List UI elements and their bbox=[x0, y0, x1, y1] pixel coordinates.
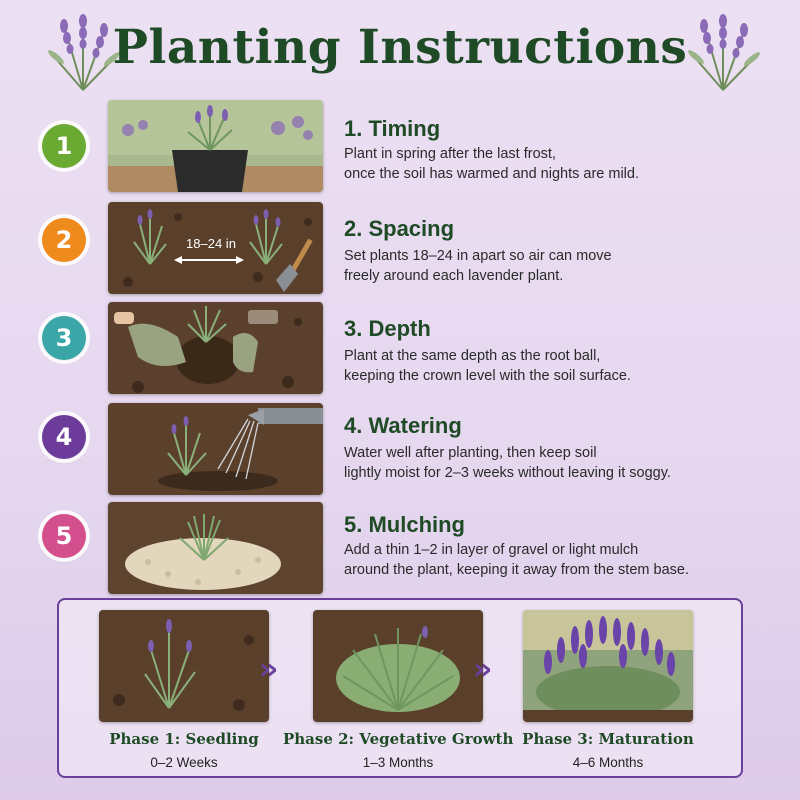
phase-title: Phase 3: Maturation bbox=[522, 730, 694, 748]
chevron-right-icon: » bbox=[473, 652, 487, 687]
step-watering bbox=[0, 403, 800, 495]
step-timing bbox=[0, 100, 800, 192]
phase-duration: 4–6 Months bbox=[572, 755, 644, 770]
page-title: Planting Instructions bbox=[112, 20, 688, 75]
step-image-depth bbox=[108, 302, 323, 394]
step-image-spacing bbox=[108, 202, 323, 294]
step-description: Plant at the same depth as the root ball, keeping the crown level with the soil surface. bbox=[344, 348, 631, 384]
step-description: Set plants 18–24 in apart so air can move freely around each lavender plant. bbox=[344, 248, 612, 284]
phase-title: Phase 1: Seedling bbox=[109, 730, 259, 748]
phase-duration: 1–3 Months bbox=[362, 755, 434, 770]
step-image-mulching bbox=[108, 502, 323, 594]
step-title: 2. Spacing bbox=[344, 216, 455, 241]
step-number-badge: 1 bbox=[42, 124, 86, 168]
step-image-watering bbox=[108, 403, 323, 495]
phase-duration: 0–2 Weeks bbox=[150, 755, 218, 770]
step-number-badge: 2 bbox=[42, 218, 86, 262]
step-image-timing bbox=[108, 100, 323, 192]
phase-image-maturation bbox=[523, 610, 693, 722]
step-number-badge: 4 bbox=[42, 415, 86, 459]
step-title: 4. Watering bbox=[344, 413, 462, 438]
step-title: 3. Depth bbox=[344, 316, 431, 341]
chevron-right-icon: » bbox=[259, 652, 273, 687]
growth-phases-panel bbox=[57, 598, 743, 778]
step-mulching bbox=[0, 502, 800, 594]
phase-image-seedling bbox=[99, 610, 269, 722]
step-number-badge: 3 bbox=[42, 316, 86, 360]
step-spacing bbox=[0, 202, 800, 294]
step-title: 5. Mulching bbox=[344, 512, 465, 537]
step-description: Water well after planting, then keep soil lightly moist for 2–3 weeks without leaving it soggy. bbox=[344, 445, 671, 481]
step-description: Plant in spring after the last frost, once the soil has warmed and nights are mild. bbox=[344, 146, 639, 182]
step-title: 1. Timing bbox=[344, 116, 441, 141]
step-description: Add a thin 1–2 in layer of gravel or light mulch around the plant, keeping it away from the stem base. bbox=[344, 542, 689, 578]
step-depth bbox=[0, 302, 800, 394]
step-number-badge: 5 bbox=[42, 514, 86, 558]
spacing-measure-label: 18–24 in bbox=[186, 236, 236, 251]
phase-image-vegetative-growth bbox=[313, 610, 483, 722]
phase-title: Phase 2: Vegetative Growth bbox=[283, 730, 514, 748]
